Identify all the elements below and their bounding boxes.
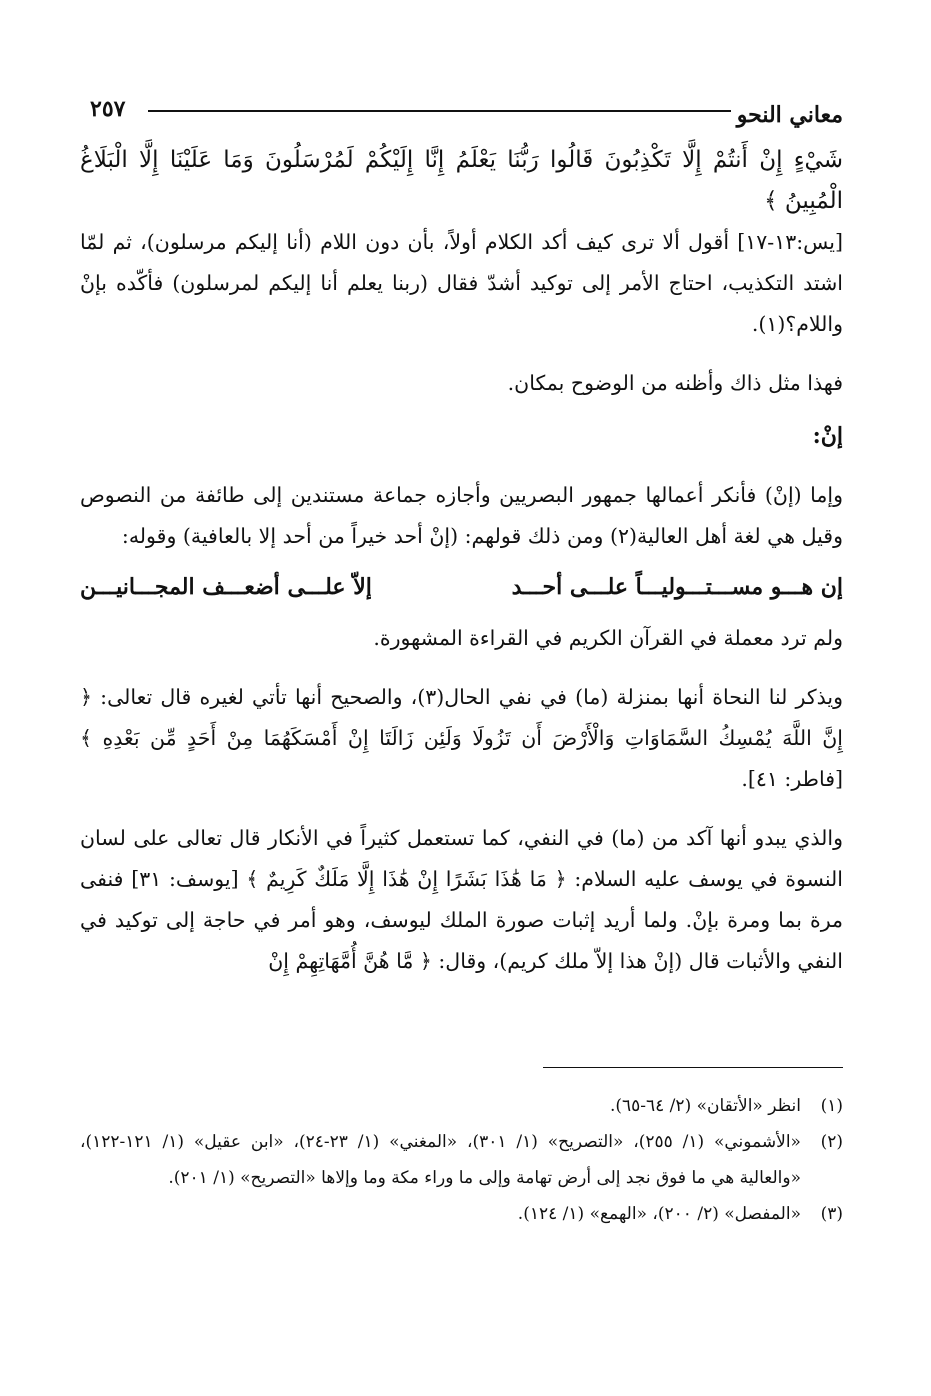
book-title: معاني النحو: [736, 102, 843, 128]
footnote: [80, 1088, 843, 1124]
paragraph: فهذا مثل ذاك وأظنه من الوضوح بمكان.: [507, 371, 843, 395]
page-header: [90, 86, 843, 136]
paragraph: وإما (إنْ) فأنكر أعمالها جمهور البصريين وأجازه جماعة مستندين إلى طائفة من النصوص وقيل هي لغة أهل العالية(٢) ومن ذلك قولهم: (إنْ أحد خيراً من أحد إلا بالعافية) وقوله:: [80, 483, 843, 548]
footnote-text: «المفصل» (٢/ ٢٠٠)، «الهمع» (١/ ١٢٤).: [517, 1204, 801, 1224]
page-number: ٢٥٧: [90, 96, 126, 122]
paragraph: والذي يبدو أنها آكد من (ما) في النفي، كما تستعمل كثيراً في الأنكار قال تعالى على لسان النسوة في يوسف عليه السلام: ﴿ مَا هَٰذَا بَشَرًا إِنْ هَٰذَا إِلَّا مَلَكٌ كَرِيمٌ ﴾ [يوسف: ٣١] فنفى مرة بما ومرة بإنْ. ولما أريد إثبات صورة الملك ليوسف، وهو أمر في حاجة إلى توكيد في النفي والأثبات قال (إنْ هذا إلاّ ملك كريم)، وقال: ﴿ مَّا هُنَّ أُمَّهَاتِهِمْ إِنْ: [80, 826, 843, 973]
footnote-number: (٣): [820, 1204, 843, 1224]
footnote-separator: [543, 1067, 843, 1068]
poetry-verse: [80, 567, 843, 608]
paragraph: [يس:١٣-١٧] أقول ألا ترى كيف أكد الكلام أولاً، بأن دون اللام (أنا إليكم مرسلون)، ثم لمّا اشتد التكذيب، احتاج الأمر إلى توكيد أشدّ فقال (ربنا يعلم أنا إليكم لمرسلون) فأكّده بإنْ واللام؟(١).: [80, 230, 843, 336]
footnote-number: (٢): [820, 1132, 843, 1152]
main-text: [80, 140, 843, 982]
footnote-number: (١): [820, 1096, 843, 1116]
footnote: [80, 1124, 843, 1196]
footnote-text: انظر «الأتقان» (٢/ ٦٤-٦٥).: [609, 1096, 801, 1116]
footnotes: [80, 1088, 843, 1232]
footnote: [80, 1196, 843, 1232]
paragraph: ولم ترد معملة في القرآن الكريم في القراءة المشهورة.: [373, 626, 843, 650]
header-rule: [148, 110, 731, 112]
verse-first-hemistich: إن هـــو مســـتـــوليـــاً علـــى أحـــد: [511, 574, 843, 600]
footnote-text: «الأشموني» (١/ ٢٥٥)، «التصريح» (١/ ٣٠١)، «المغني» (١/ ٢٣-٢٤)، «ابن عقيل» (١/ ١٢١-١٢٢)، «والعالية هي ما فوق نجد إلى أرض تهامة وإلى ما وراء مكة وما وإلاها «التصريح» (١/ ٢٠١).: [80, 1132, 801, 1188]
paragraph: ويذكر لنا النحاة أنها بمنزلة (ما) في نفي الحال(٣)، والصحيح أنها تأتي لغيره قال تعالى: ﴿ إِنَّ اللَّهَ يُمْسِكُ السَّمَاوَاتِ وَالْأَرْضَ أَن تَزُولَا وَلَئِن زَالَتَا إِنْ أَمْسَكَهُمَا مِنْ أَحَدٍ مِّن بَعْدِهِ ﴾ [فاطر: ٤١].: [80, 685, 843, 791]
quran-verse-line: شَيْءٍ إِنْ أَنتُمْ إِلَّا تَكْذِبُونَ قَالُوا رَبُّنَا يَعْلَمُ إِنَّا إِلَيْكُمْ لَمُرْسَلُونَ وَمَا عَلَيْنَا إِلَّا الْبَلَاغُ الْمُبِينُ ﴾: [80, 147, 843, 214]
verse-second-hemistich: إلاّ علـــى أضعـــف المجـــانيـــن: [80, 574, 372, 600]
section-heading: إنْ:: [812, 423, 843, 449]
